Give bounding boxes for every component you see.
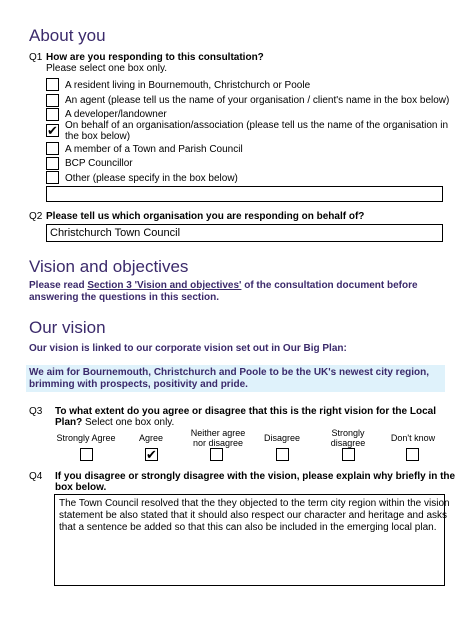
section-heading-about-you: About you [29,26,106,45]
option-label: BCP Councillor [65,158,133,169]
question-text: If you disagree or strongly disagree with the vision, please explain why briefly in the [55,471,456,482]
scale-label: Agree [138,433,164,443]
scale-label: Strongly disagree [330,428,366,448]
option-label: A resident living in Bournemouth, Christchurch or Poole [65,80,311,91]
scale-checkbox-strongly-disagree[interactable] [342,448,355,461]
question-text: Please tell us which organisation you are responding on behalf of? [46,211,365,222]
answer-line: The Town Council resolved that the they objected to the term city region within the vision [59,498,450,509]
scale-checkbox-agree[interactable]: ✔ [146,447,157,462]
question-text: How are you responding to this consultation? [46,52,264,63]
question-instruction: Please select one box only. [46,63,168,74]
option-label: Other (please specify in the box below) [65,173,238,184]
question-text-line2: box below. [55,482,107,493]
question-number: Q3 [29,406,43,417]
scale-checkbox-neither[interactable] [210,448,223,461]
option-label: An agent (please tell us the name of your organisation / client's name in the box below) [65,95,450,106]
question-text-line2 [55,417,174,428]
instruction-text: Please read [29,280,88,291]
question-number: Q4 [29,471,43,482]
scale-label: Neither agree nor disagree [190,428,246,448]
answer-line: that a sentence be added so that this can also be included in the emerging local plan. [59,522,437,533]
section-heading-our-vision: Our vision [29,318,106,337]
option-label: A developer/landowner [65,109,167,120]
scale-label: Disagree [263,433,301,443]
option-label: A member of a Town and Parish Council [65,144,243,155]
vision-statement-banner [26,365,445,392]
option-checkbox[interactable] [46,94,59,107]
question-text: To what extent do you agree or disagree that this is the right vision for the Local [55,406,436,417]
vision-statement-line2: brimming with prospects, positivity and pride. [29,379,248,390]
vision-objectives-instruction [29,280,418,292]
vision-statement-line1: We aim for Bournemouth, Christchurch and Poole to be the UK's newest city region, [29,367,430,378]
scale-label: Strongly Agree [56,433,116,443]
option-checkbox[interactable] [46,157,59,170]
scale-checkbox-disagree[interactable] [276,448,289,461]
option-checkbox[interactable] [46,108,59,121]
option-checkbox[interactable]: ✔ [47,123,58,138]
our-vision-intro: Our vision is linked to our corporate vision set out in Our Big Plan: [29,343,347,354]
section-3-link[interactable]: Section 3 'Vision and objectives' [87,280,242,291]
option-label: On behalf of an organisation/association (please tell us the name of the organisation in [65,120,449,131]
organisation-name-input[interactable]: Christchurch Town Council [46,224,443,242]
option-label-continued: the box below) [65,131,131,142]
other-specify-input[interactable] [46,186,443,202]
section-heading-vision-objectives: Vision and objectives [29,257,189,276]
question-text-end: Plan? [55,417,83,428]
question-instruction: Select one box only. [85,417,175,428]
scale-checkbox-strongly-agree[interactable] [80,448,93,461]
option-checkbox[interactable] [46,142,59,155]
scale-label: Don't know [390,433,436,443]
question-number: Q1 [29,52,43,63]
option-checkbox[interactable] [46,171,59,184]
vision-objectives-instruction-line2: answering the questions in this section. [29,292,220,303]
option-checkbox[interactable] [46,78,59,91]
question-number: Q2 [29,211,43,222]
scale-checkbox-dont-know[interactable] [406,448,419,461]
explanation-textarea[interactable] [54,494,450,586]
instruction-text: of the consultation document before [241,280,418,291]
answer-line: statement be also stated that it should also respect our character and heritage and asks [59,510,448,521]
